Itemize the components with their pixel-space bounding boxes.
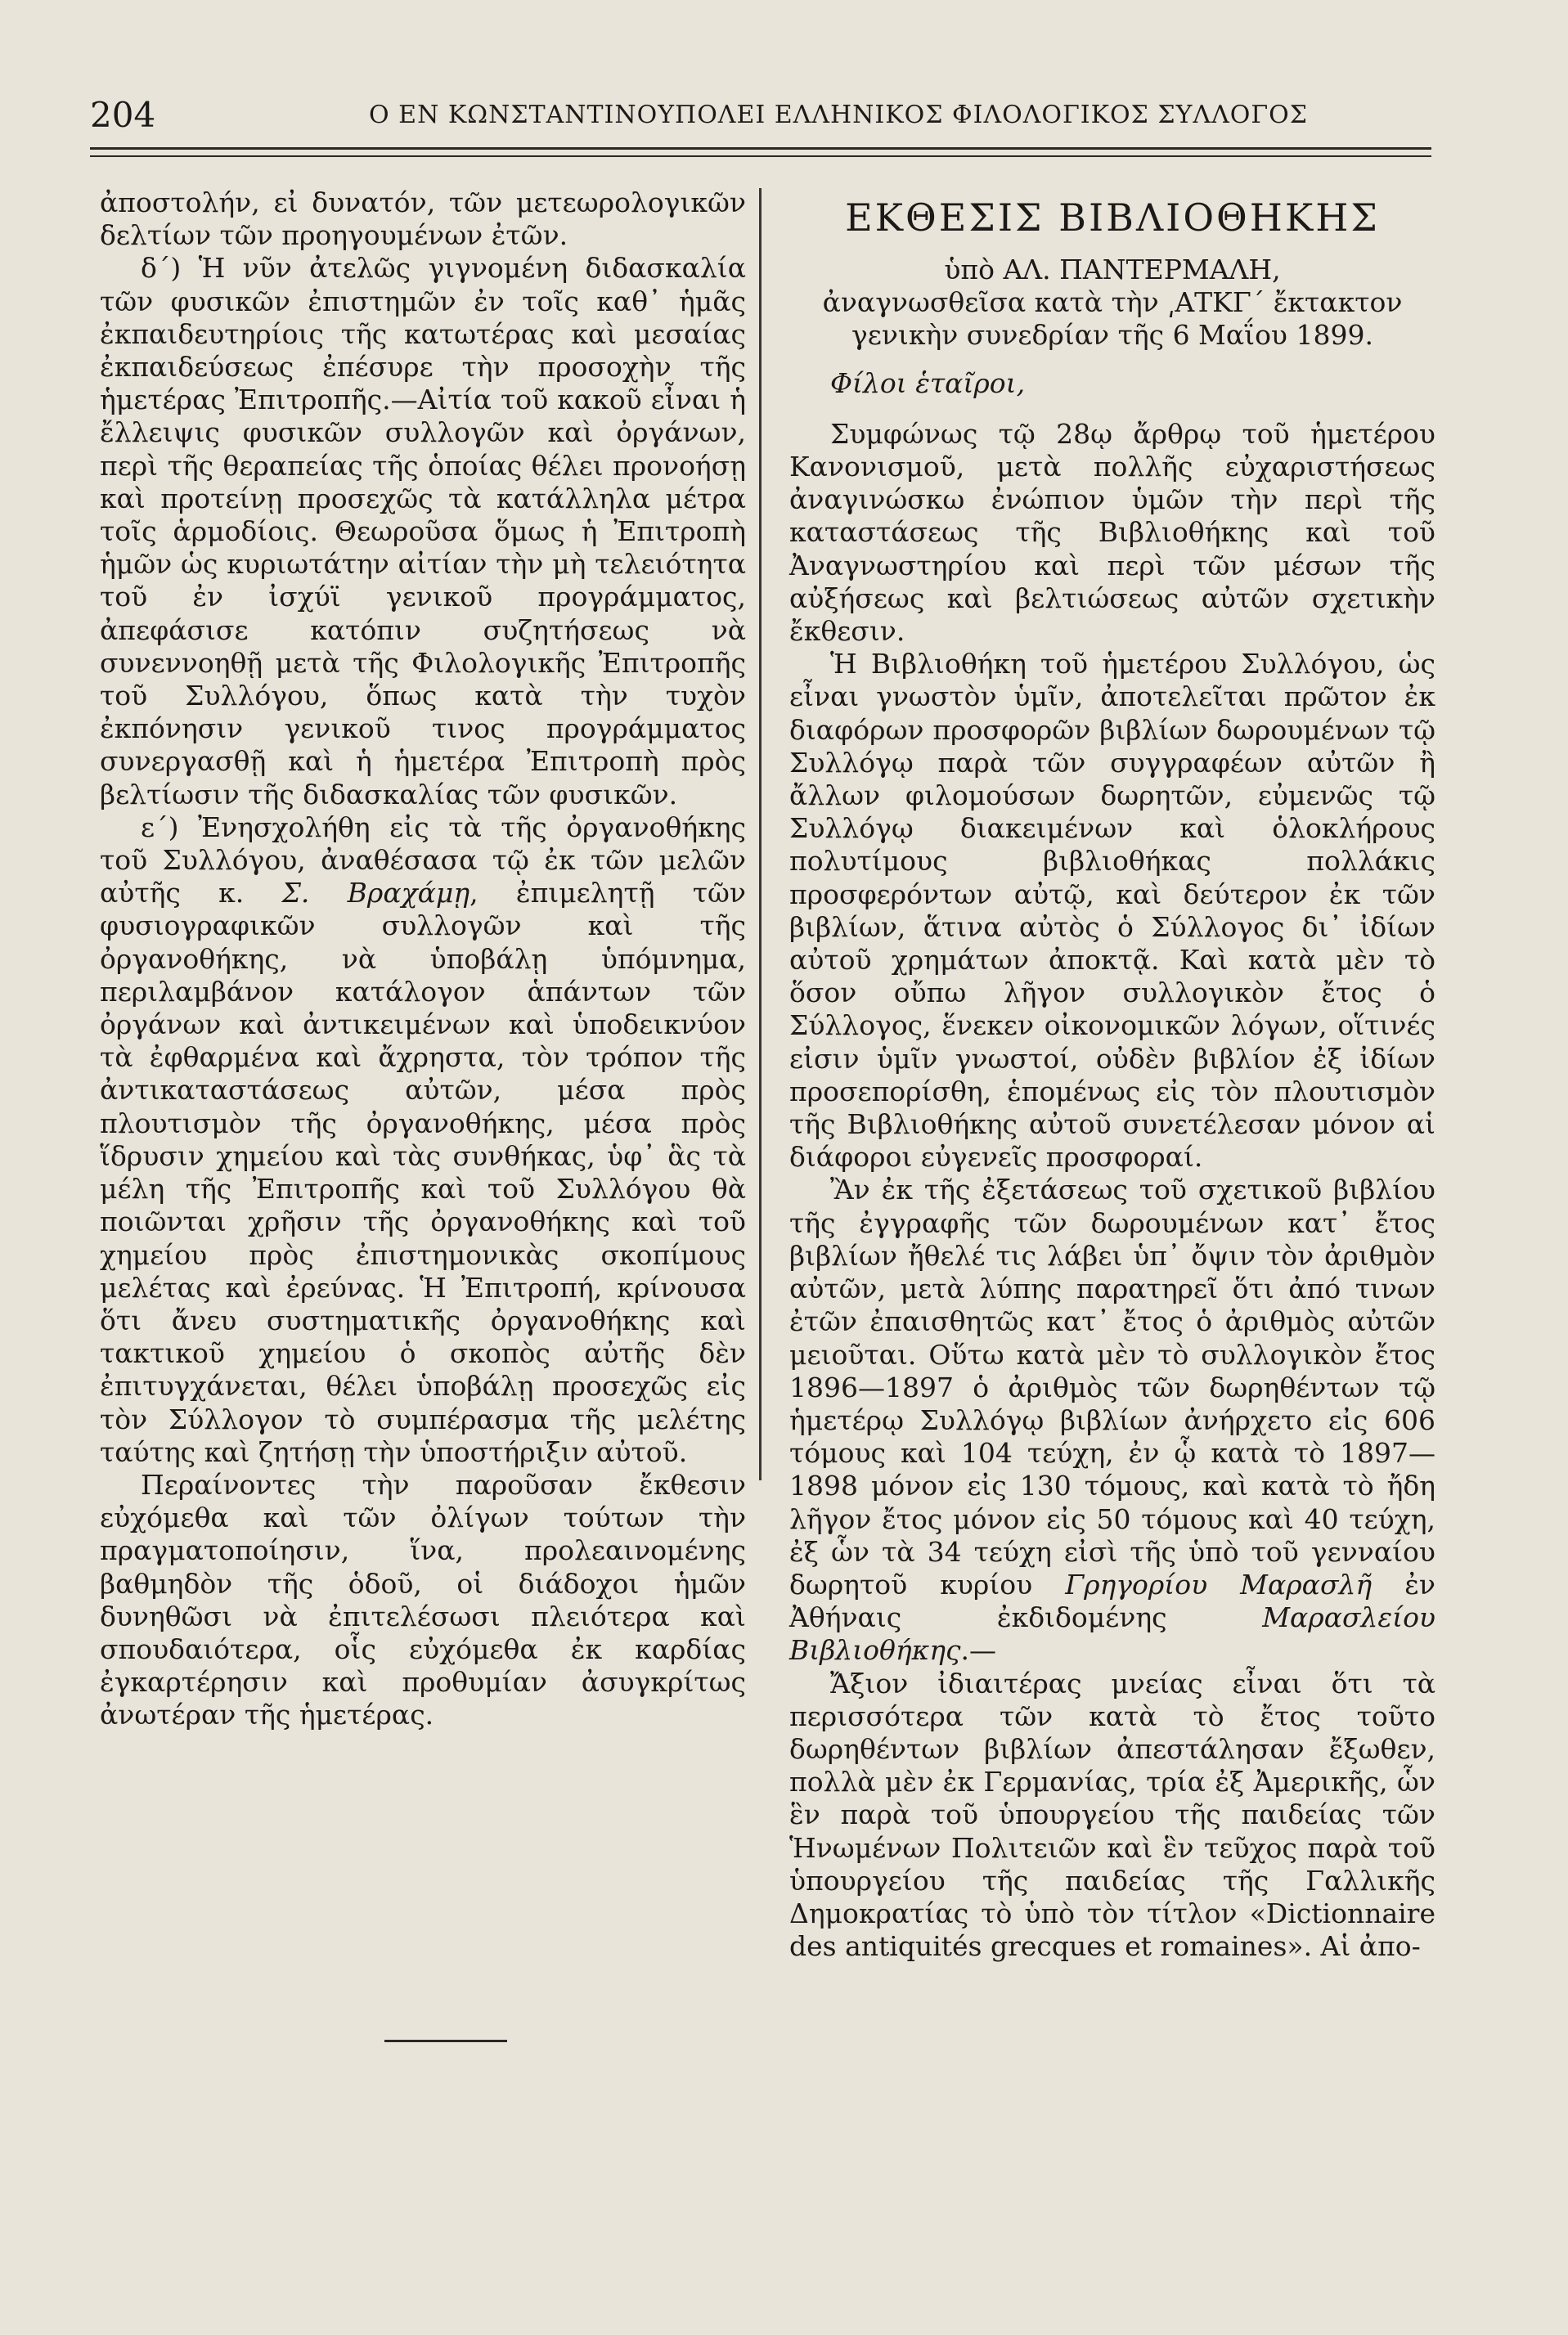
report-note-line-1: ἀναγνωσθεῖσα κατὰ τὴν ͵ΑΤΚΓ΄ ἔκτακτον xyxy=(822,286,1403,319)
header-rule-thin xyxy=(90,155,1431,157)
right-paragraph-4: Ἄξιον ἰδιαιτέρας μνείας εἶναι ὅτι τὰ περισσότερα τῶν κατὰ τὸ ἔτος τοῦτο δωρηθέντων βιβλίων ἀπεστάλησαν ἔξωθεν, πολλὰ μὲν ἐκ Γερμανίας, τρία ἐξ Ἀμερικῆς, ὧν ἓν παρὰ τοῦ ὑπουργείου τῆς παιδείας τῶν Ἡνωμένων Πολιτειῶν καὶ ἓν τεῦχος παρὰ τοῦ ὑπουργείου τῆς παιδείας τῆς Γαλλικῆς Δημοκρατίας τὸ ὑπὸ τὸν τίτλον «Dictionnaire des antiquités grecques et romaines». Αἱ ἀπο- xyxy=(789,1667,1435,1963)
page-header xyxy=(90,90,1431,141)
column-divider xyxy=(759,188,762,1480)
right-paragraph-1: Συμφώνως τῷ 28ῳ ἄρθρῳ τοῦ ἡμετέρου Κανονισμοῦ, μετὰ πολλῆς εὐχαριστήσεως ἀναγινώσκω ἐνώπιον ὑμῶν τὴν περὶ τῆς καταστάσεως τῆς Βιβλιοθήκης καὶ τοῦ Ἀναγνωστηρίου καὶ περὶ τῶν μέσων τῆς αὐξήσεως καὶ βελτιώσεως αὐτῶν σχετικὴν ἔκθεσιν. xyxy=(789,417,1435,648)
right-paragraph-3-text-a: Ἂν ἐκ τῆς ἐξετάσεως τοῦ σχετικοῦ βιβλίου τῆς ἐγγραφῆς τῶν δωρουμένων κατ᾽ ἔτος βιβλίων ἤθελέ τις λάβει ὑπ᾽ ὄψιν τὸν ἀριθμὸν αὐτῶν, μετὰ λύπης παρατηρεῖ ὅτι ἀπό τινων ἐτῶν ἐπαισθητῶς κατ᾽ ἔτος ὁ ἀριθμὸς αὐτῶν μειοῦται. Οὕτω κατὰ μὲν τὸ συλλογικὸν ἔτος 1896—1897 ὁ ἀριθμὸς τῶν δωρηθέντων τῷ ἡμετέρῳ Συλλόγῳ βιβλίων ἀνήρχετο εἰς 606 τόμους καὶ 104 τεύχη, ἐν ᾧ κατὰ τὸ 1897—1898 μόνον εἰς 130 τόμους, καὶ κατὰ τὸ ἤδη λῆγον ἔτος μόνον εἰς 50 τόμους καὶ 40 τεύχη, ἐξ ὧν τὰ 34 τεύχη εἰσὶ τῆς ὑπὸ τοῦ γενναίου δωρητοῦ κυρίου xyxy=(789,1174,1435,1601)
running-head: Ο ΕΝ ΚΩΝΣΤΑΝΤΙΝΟΥΠΟΛΕΙ ΕΛΛΗΝΙΚΟΣ ΦΙΛΟΛΟΓΙΚΟΣ ΣΥΛΛΟΓΟΣ xyxy=(369,101,1308,129)
right-paragraph-3-text-c: .— xyxy=(960,1634,997,1667)
report-note-line-2: γενικὴν συνεδρίαν τῆς 6 Μαΐου 1899. xyxy=(851,319,1373,352)
right-column xyxy=(789,186,1435,1963)
right-paragraph-2: Ἡ Βιβλιοθήκη τοῦ ἡμετέρου Συλλόγου, ὡς εἶναι γνωστὸν ὑμῖν, ἀποτελεῖται πρῶτον ἐκ διαφόρων προσφορῶν βιβλίων δωρουμένων τῷ Συλλόγῳ παρὰ τῶν συγγραφέων αὐτῶν ἢ ἄλλων φιλομούσων δωρητῶν, εὐμενῶς τῷ Συλλόγῳ διακειμένων καὶ ὁλοκλήρους πολυτίμους βιβλιοθήκας πολλάκις προσφερόντων αὐτῷ, καὶ δεύτερον ἐκ τῶν βιβλίων, ἅτινα αὐτὸς ὁ Σύλλογος δι᾽ ἰδίων αὐτοῦ χρημάτων ἀποκτᾷ. Καὶ κατὰ μὲν τὸ ὅσον οὔπω λῆγον συλλογικὸν ἔτος ὁ Σύλλογος, ἕνεκεν οἰκονομικῶν λόγων, οἵτινές εἰσιν ὑμῖν γνωστοί, οὐδὲν βιβλίον ἐξ ἰδίων προσεπορίσθη, ἑπομένως εἰς τὸν πλουτισμὸν τῆς Βιβλιοθήκης αὐτοῦ συνετέλεσαν μόνον αἱ διάφοροι εὐγενεῖς προσφοραί. xyxy=(789,648,1435,1174)
page-number: 204 xyxy=(90,95,156,135)
right-paragraph-3-text-b: ἐν Ἀθήναις ἐκδιδομένης xyxy=(789,1568,1435,1634)
left-paragraph-3-text-a: ε΄) Ἐνησχολήθη εἰς τὰ τῆς ὀργανοθήκης τοῦ Συλλόγου, ἀναθέσασα τῷ ἐκ τῶν μελῶν αὐτῆς κ. xyxy=(100,811,746,909)
left-paragraph-1: ἀποστολήν, εἰ δυνατόν, τῶν μετεωρολογικῶν δελτίων τῶν προηγουμένων ἐτῶν. xyxy=(100,186,746,252)
person-name-maraslis: Γρηγορίου Μαρασλῆ xyxy=(1065,1568,1373,1601)
salutation: Φίλοι ἑταῖροι, xyxy=(830,366,1026,399)
right-paragraph-3 xyxy=(789,1174,1435,1667)
left-paragraph-3-text-b: , ἐπιμελητῇ τῶν φυσιογραφικῶν συλλογῶν καὶ τῆς ὀργανοθήκης, νὰ ὑποβάλῃ ὑπόμνημα, περιλαμβάνον κατάλογον ἁπάντων τῶν ὀργάνων καὶ ἀντικειμένων καὶ ὑποδεικνύον τὰ ἐφθαρμένα καὶ ἄχρηστα, τὸν τρόπον τῆς ἀντικαταστάσεως αὐτῶν, μέσα πρὸς πλουτισμὸν τῆς ὀργανοθήκης, μέσα πρὸς ἵδρυσιν χημείου καὶ τὰς συνθήκας, ὑφ᾽ ἃς τὰ μέλη τῆς Ἐπιτροπῆς καὶ τοῦ Συλλόγου θὰ ποιῶνται χρῆσιν τῆς ὀργανοθήκης καὶ τοῦ χημείου πρὸς ἐπιστημονικὰς σκοπίμους μελέτας καὶ ἐρεύνας. Ἡ Ἐπιτροπή, κρίνουσα ὅτι ἄνευ συστηματικῆς ὀργανοθήκης καὶ τακτικοῦ χημείου ὁ σκοπὸς αὐτῆς δὲν ἐπιτυγχάνεται, θέλει ὑποβάλῃ προσεχῶς εἰς τὸν Σύλλογον τὸ συμπέρασμα τῆς μελέτης ταύτης καὶ ζητήσῃ τὴν ὑποστήριξιν αὐτοῦ. xyxy=(100,877,746,1468)
report-byline: ὑπὸ ΑΛ. ΠΑΝΤΕΡΜΑΛΗ, xyxy=(944,254,1281,285)
left-paragraph-3 xyxy=(100,811,746,1469)
series-name-marasleios: Μαρασλείου Βιβλιοθήκης xyxy=(789,1601,1435,1667)
left-column xyxy=(100,186,746,1732)
header-rule xyxy=(90,147,1431,150)
person-name-vrachamis: Σ. Βραχάμῃ xyxy=(281,877,470,909)
section-end-rule xyxy=(384,2040,507,2042)
report-title: ΕΚΘΕΣΙΣ ΒΙΒΛΙΟΘΗΚΗΣ xyxy=(845,195,1380,240)
left-paragraph-2: δ΄) Ἡ νῦν ἀτελῶς γιγνομένη διδασκαλία τῶν φυσικῶν ἐπιστημῶν ἐν τοῖς καθ᾽ ἡμᾶς ἐκπαιδευτηρίοις τῆς κατωτέρας καὶ μεσαίας ἐκπαιδεύσεως ἐπέσυρε τὴν προσοχὴν τῆς ἡμετέρας Ἐπιτροπῆς.—Αἰτία τοῦ κακοῦ εἶναι ἡ ἔλλειψις φυσικῶν συλλογῶν καὶ ὀργάνων, περὶ τῆς θεραπείας τῆς ὁποίας θέλει προνοήσῃ καὶ προτείνῃ προσεχῶς τὰ κατάλληλα μέτρα τοῖς ἁρμοδίοις. Θεωροῦσα ὅμως ἡ Ἐπιτροπὴ ἡμῶν ὡς κυριωτάτην αἰτίαν τὴν μὴ τελειότητα τοῦ ἐν ἰσχύϊ γενικοῦ προγράμματος, ἀπεφάσισε κατόπιν συζητήσεως νὰ συνεννοηθῇ μετὰ τῆς Φιλολογικῆς Ἐπιτροπῆς τοῦ Συλλόγου, ὅπως κατὰ τὴν τυχὸν ἐκπόνησιν γενικοῦ τινος προγράμματος συνεργασθῇ καὶ ἡ ἡμετέρα Ἐπιτροπὴ πρὸς βελτίωσιν τῆς διδασκαλίας τῶν φυσικῶν. xyxy=(100,252,746,811)
left-paragraph-4: Περαίνοντες τὴν παροῦσαν ἔκθεσιν εὐχόμεθα καὶ τῶν ὀλίγων τούτων τὴν πραγματοποίησιν, ἵνα, προλεαινομένης βαθμηδὸν τῆς ὁδοῦ, οἱ διάδοχοι ἡμῶν δυνηθῶσι νὰ ἐπιτελέσωσι πλειότερα καὶ σπουδαιότερα, οἷς εὐχόμεθα ἐκ καρδίας ἐγκαρτέρησιν καὶ προθυμίαν ἀσυγκρίτως ἀνωτέραν τῆς ἡμετέρας. xyxy=(100,1468,746,1731)
